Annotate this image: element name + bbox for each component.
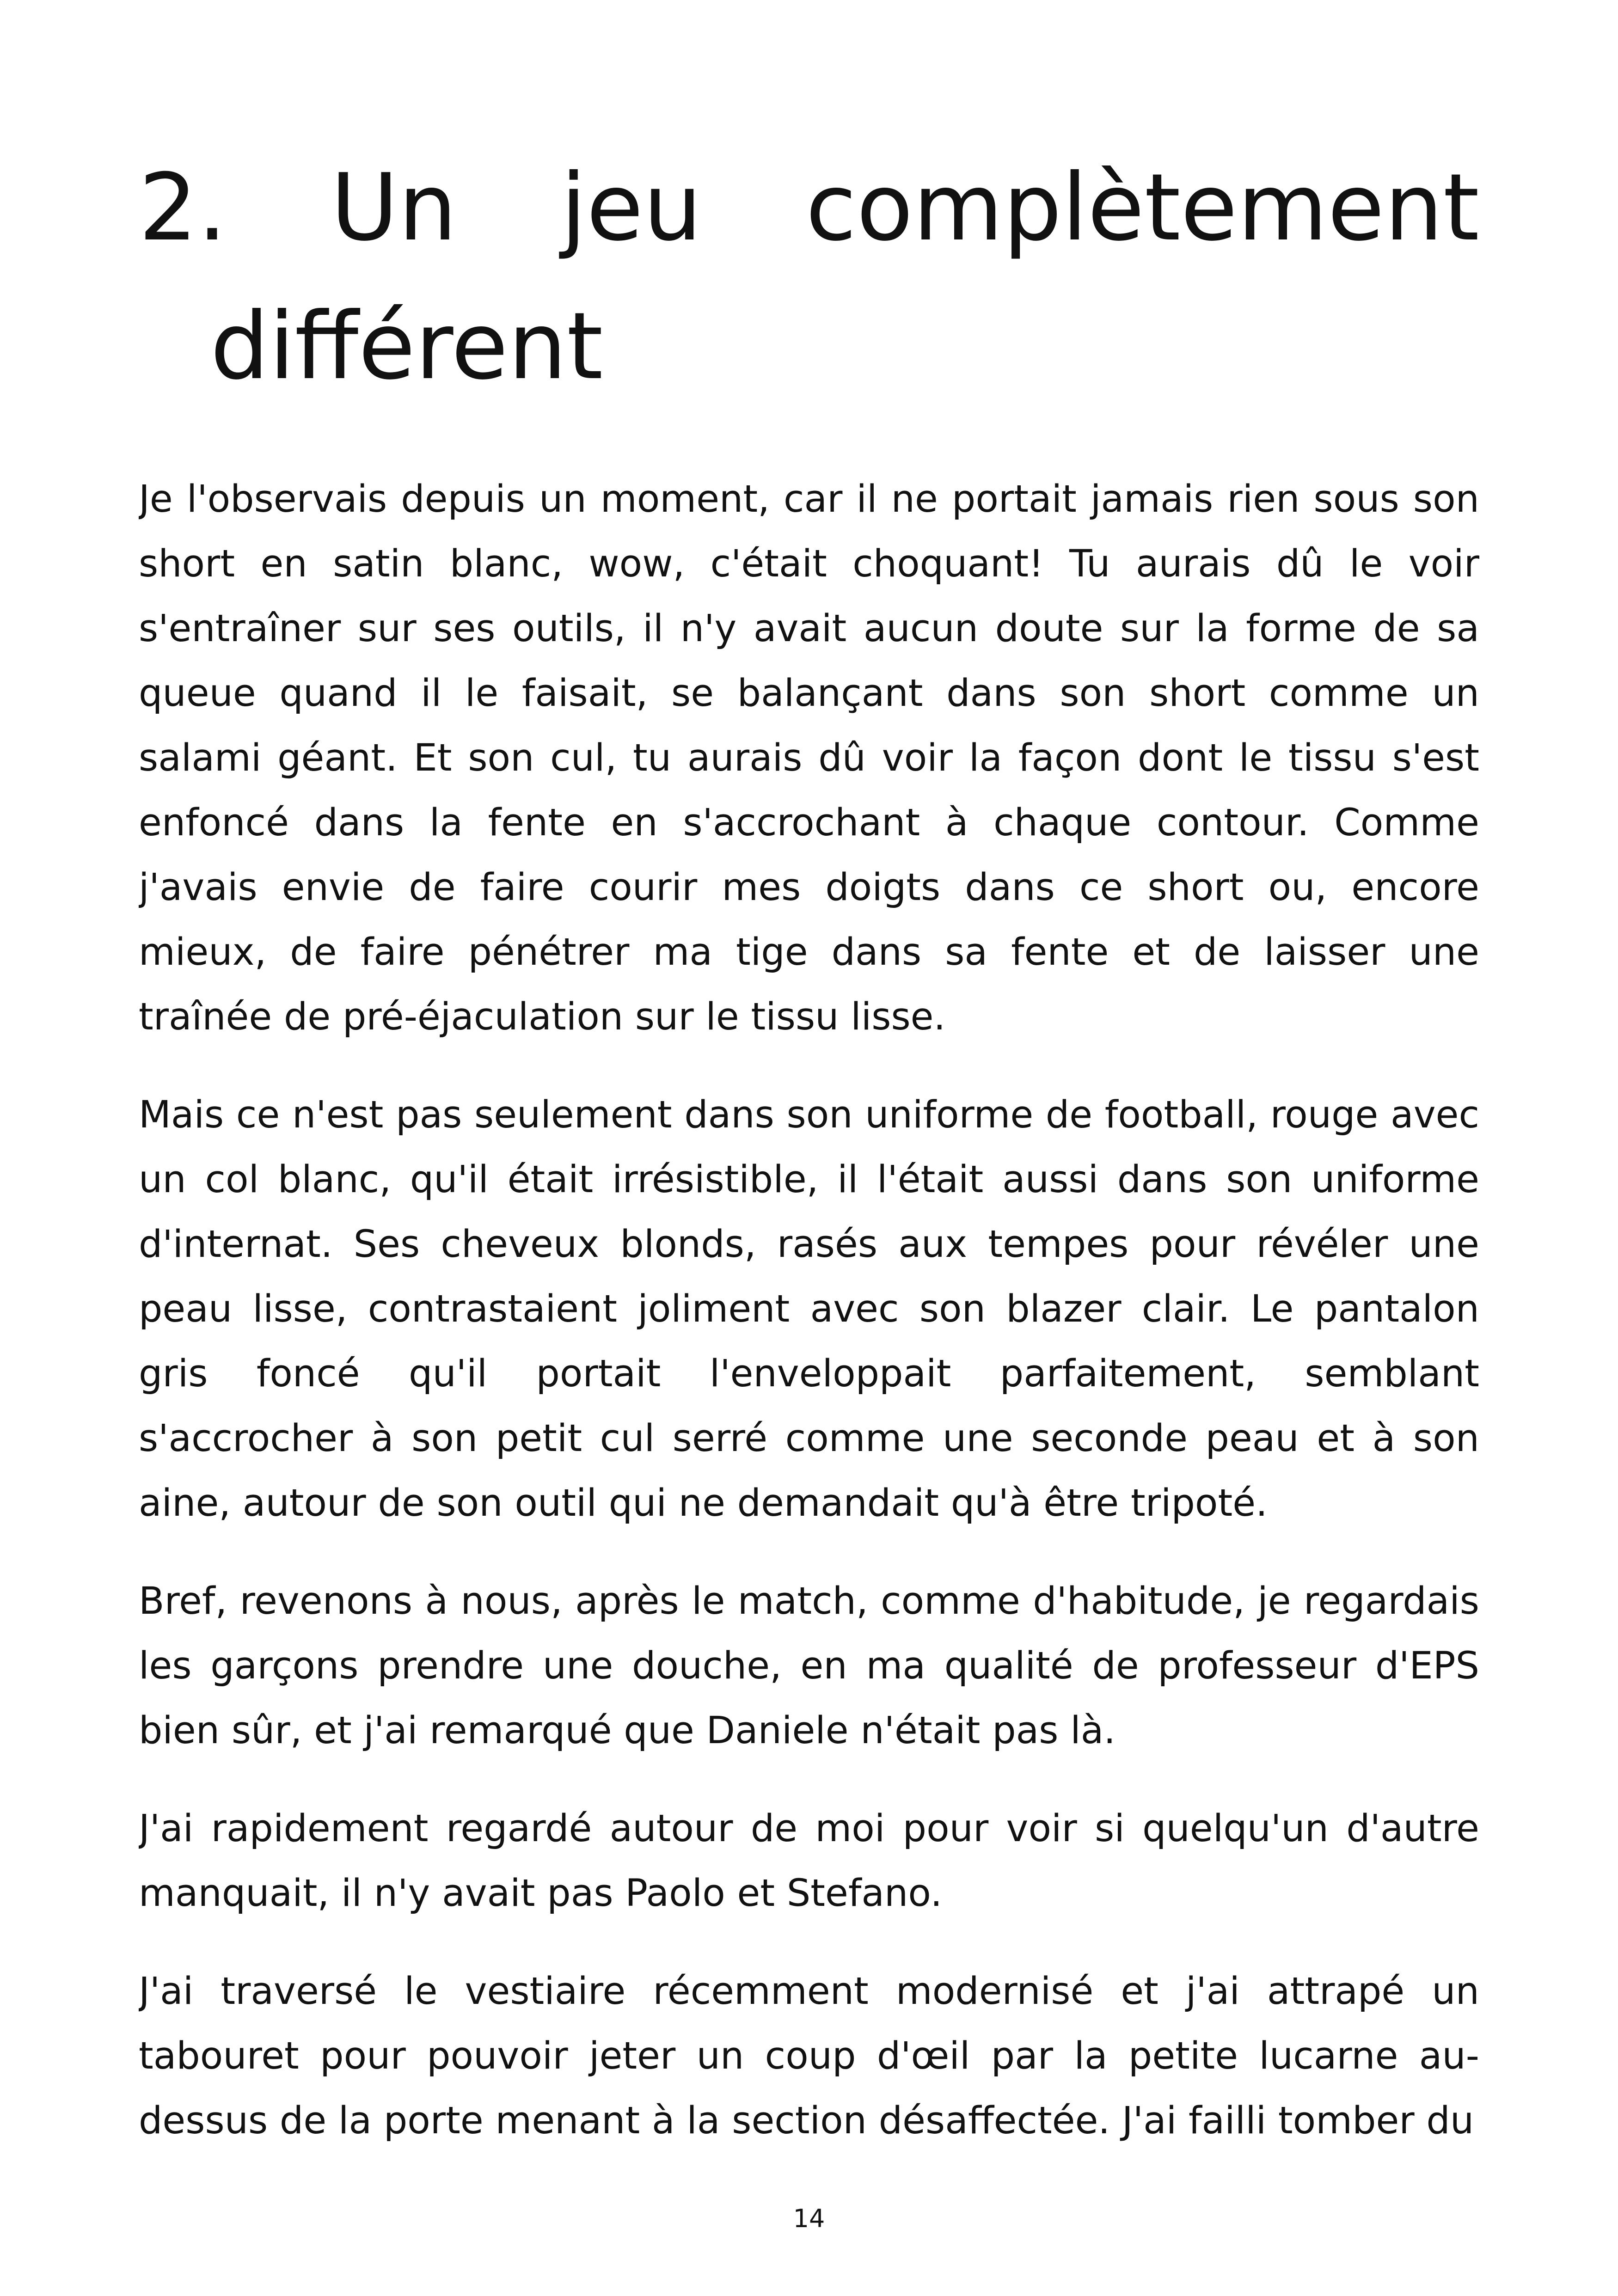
chapter-heading — [139, 139, 1479, 416]
chapter-title-word: Un — [331, 154, 457, 262]
paragraph: Mais ce n'est pas seulement dans son uniforme de football, rouge avec un col blanc, qu'il était irrésistible, il l'était aussi dans son uniforme d'internat. Ses cheveux blonds, rasés aux tempes pour révéler une peau lisse, contrastaient joliment avec son blazer clair. Le pantalon gris foncé qu'il portait l'enveloppait parfaitement, semblant s'accrocher à son petit cul serré comme une seconde peau et à son aine, autour de son outil qui ne demandait qu'à être tripoté. — [139, 1093, 1479, 1525]
paragraph: Je l'observais depuis un moment, car il ne portait jamais rien sous son short en satin blanc, wow, c'était choquant! Tu aurais dû le voir s'entraîner sur ses outils, il n'y avait aucun doute sur la forme de sa queue quand il le faisait, se balançant dans son short comme un salami géant. Et son cul, tu aurais dû voir la façon dont le tissu s'est enfoncé dans la fente en s'accrochant à chaque contour. Comme j'avais envie de faire courir mes doigts dans ce short ou, encore mieux, de faire pénétrer ma tige dans sa fente et de laisser une traînée de pré-éjaculation sur le tissu lisse. — [139, 478, 1479, 1039]
paragraph: J'ai traversé le vestiaire récemment modernisé et j'ai attrapé un tabouret pour pouvoir jeter un coup d'œil par la petite lucarne au-dessus de la porte menant à la section désaffectée. J'ai failli tomber du — [139, 1970, 1479, 2143]
body-text — [139, 467, 1479, 2159]
chapter-title-word: jeu — [560, 154, 702, 262]
chapter-title-word: complètement — [805, 154, 1479, 262]
chapter-number: 2. — [139, 154, 227, 262]
chapter-heading-line-2 — [139, 277, 1479, 416]
chapter-title-continued: différent — [210, 293, 603, 400]
paragraph: J'ai rapidement regardé autour de moi pour voir si quelqu'un d'autre manquait, il n'y avait pas Paolo et Stefano. — [139, 1807, 1479, 1915]
chapter-heading-line-1 — [139, 139, 1479, 277]
page-number: 14 — [793, 2204, 825, 2233]
paragraph: Bref, revenons à nous, après le match, comme d'habitude, je regardais les garçons prendre une douche, en ma qualité de professeur d'EPS bien sûr, et j'ai remarqué que Daniele n'était pas là. — [139, 1580, 1479, 1752]
